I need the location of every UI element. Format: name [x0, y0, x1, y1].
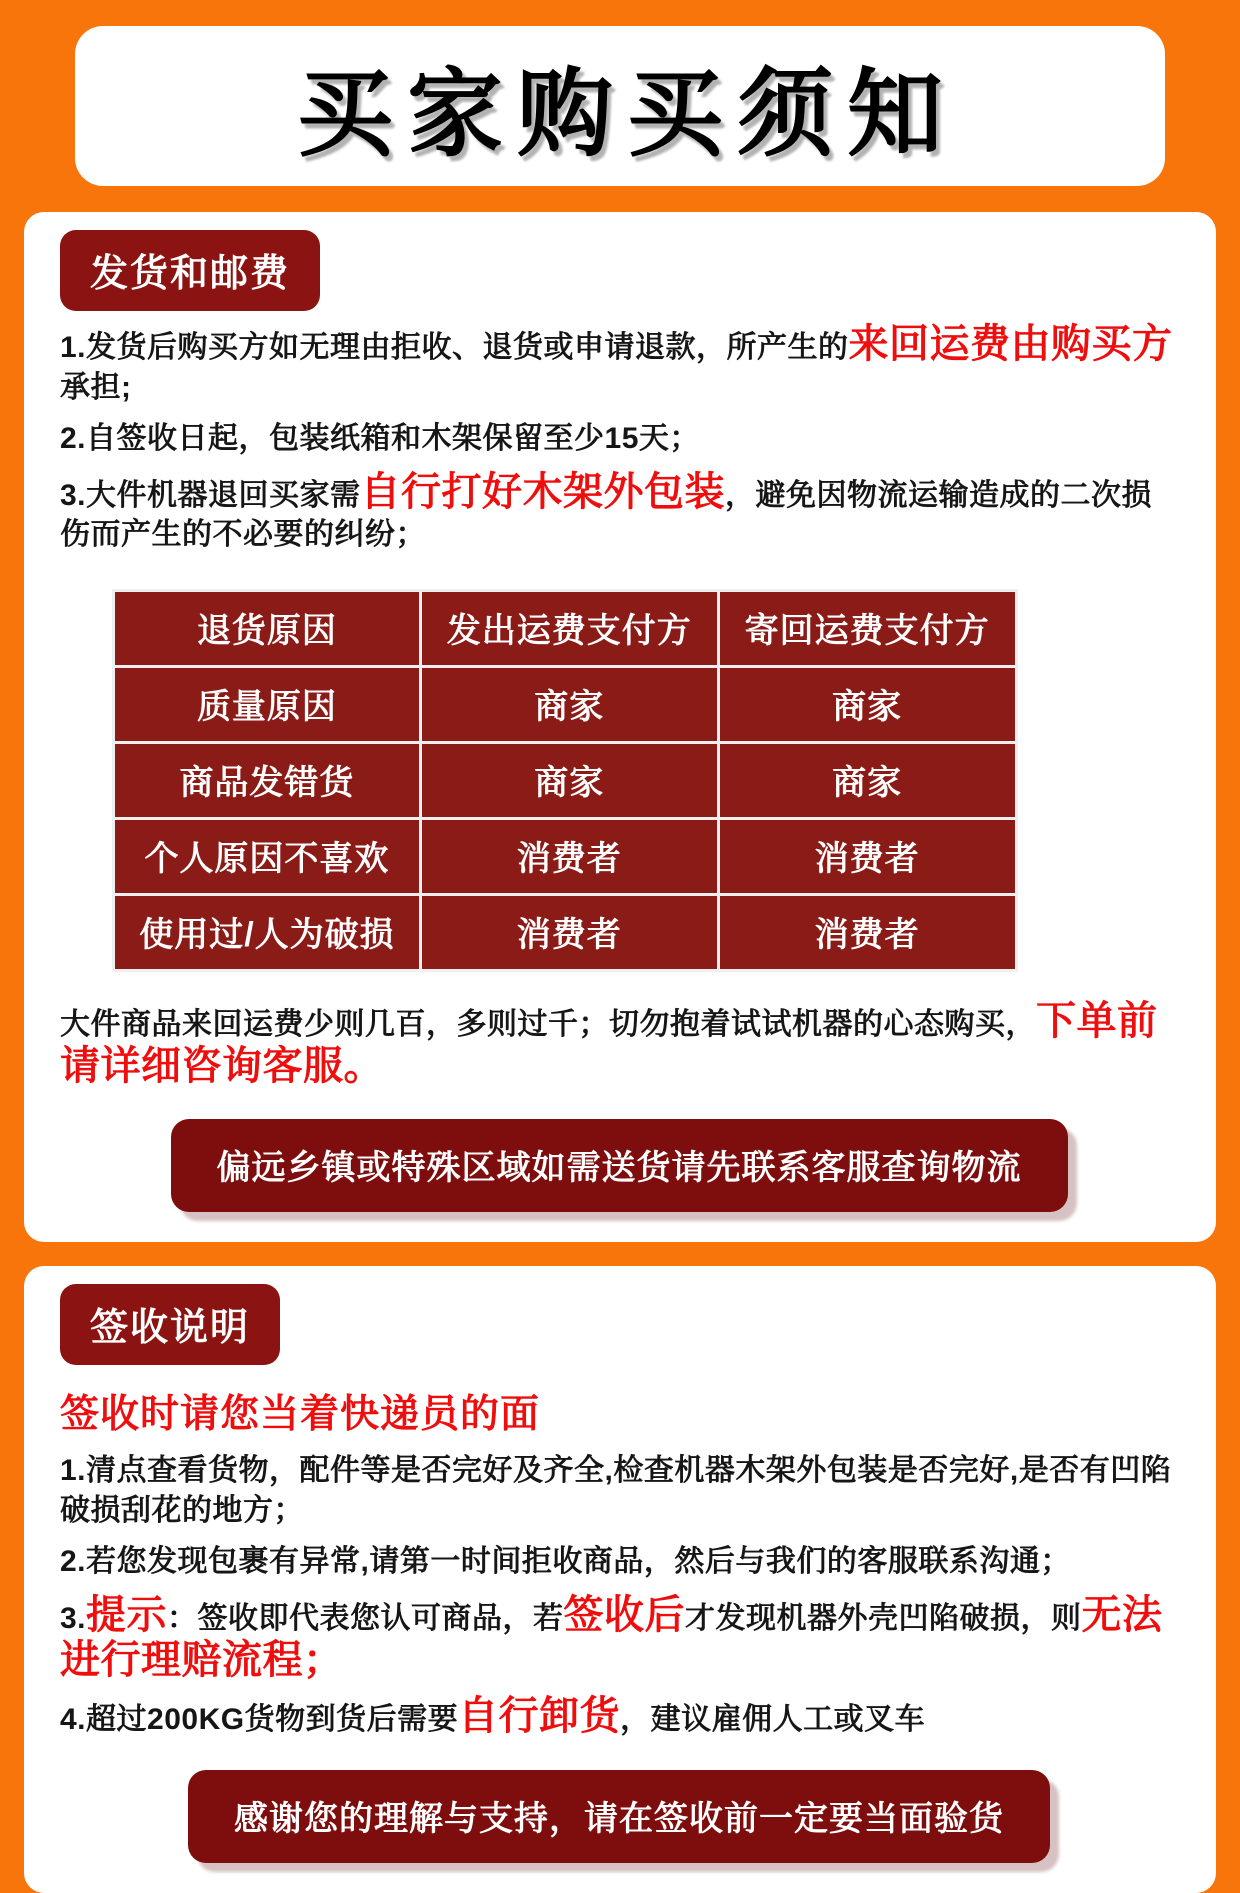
title-panel — [75, 26, 1165, 186]
thanks-banner-row — [60, 1770, 1178, 1863]
remote-area-banner: 偏远乡镇或特殊区域如需送货请先联系客服查询物流 — [171, 1119, 1068, 1212]
shipping-item-3 — [60, 471, 1178, 555]
table-cell: 个人原因不喜欢 — [114, 818, 421, 894]
buyer-notice-page — [0, 26, 1240, 1893]
shipping-item-1-text-b: 承担; — [60, 370, 132, 404]
remote-area-banner-row — [60, 1119, 1178, 1212]
shipping-note-highlight: 下单前请详细咨询客服。 — [60, 998, 1158, 1088]
shipping-item-2: 2.自签收日起，包装纸箱和木架保留至少15天； — [60, 422, 700, 456]
shipping-section — [24, 212, 1216, 1242]
signing-section — [24, 1266, 1216, 1893]
page-title: 买家购买须知 — [297, 60, 957, 168]
table-header-row — [114, 590, 1017, 666]
signing-item-3-text-b: ：签收即代表您认可商品，若 — [167, 1601, 564, 1635]
shipping-item-3-text-a: 3.大件机器退回买家需 — [60, 478, 361, 512]
shipping-note-text: 大件商品来回运费少则几百，多则过千；切勿抱着试试机器的心态购买， — [60, 1007, 1036, 1041]
table-row — [114, 894, 1017, 970]
table-row — [114, 742, 1017, 818]
table-row — [114, 818, 1017, 894]
signing-item-4 — [60, 1695, 1178, 1740]
table-cell: 消费者 — [718, 894, 1016, 970]
table-cell: 商家 — [718, 666, 1016, 742]
signing-badge: 签收说明 — [60, 1284, 280, 1365]
shipping-item-1-text-a: 1.发货后购买方如无理由拒收、退货或申请退款，所产生的 — [60, 331, 849, 364]
table-cell: 商家 — [420, 666, 718, 742]
signing-item-3-text-c: 才发现机器外壳凹陷破损，则 — [685, 1601, 1082, 1635]
signing-item-4-text-a: 4.超过200KG货物到货后需要 — [60, 1703, 459, 1737]
signing-item-3-highlight-a: 提示 — [86, 1592, 168, 1637]
signing-item-2: 2.若您发现包裹有异常,请第一时间拒收商品，然后与我们的客服联系沟通； — [60, 1545, 1071, 1579]
shipping-note — [60, 1000, 1178, 1089]
table-header-return-payer: 寄回运费支付方 — [718, 590, 1016, 666]
thanks-banner: 感谢您的理解与支持，请在签收前一定要当面验货 — [188, 1770, 1050, 1863]
signing-item-1: 1.清点查看货物，配件等是否完好及齐全,检查机器木架外包装是否完好,是否有凹陷破损刮花的地方； — [60, 1454, 1172, 1527]
shipping-item-1-highlight: 来回运费由购买方 — [848, 322, 1173, 366]
table-row — [114, 666, 1017, 742]
table-cell: 使用过/人为破损 — [114, 894, 421, 970]
signing-item-4-text-b: ，建议雇佣人工或叉车 — [620, 1703, 926, 1737]
table-cell: 消费者 — [420, 818, 718, 894]
signing-heading: 签收时请您当着快递员的面 — [60, 1393, 541, 1437]
signing-item-3-highlight-b: 签收后 — [563, 1592, 686, 1637]
signing-item-3 — [60, 1594, 1178, 1683]
signing-item-3-text-a: 3. — [60, 1601, 87, 1635]
signing-item-4-highlight: 自行卸货 — [458, 1694, 621, 1739]
table-header-outbound-payer: 发出运费支付方 — [420, 590, 718, 666]
table-cell: 商品发错货 — [114, 742, 421, 818]
return-fees-table — [112, 589, 1018, 972]
table-header-reason: 退货原因 — [114, 590, 421, 666]
shipping-badge: 发货和邮费 — [60, 230, 320, 311]
shipping-item-3-highlight: 自行打好木架外包装 — [360, 469, 726, 514]
table-cell: 质量原因 — [114, 666, 421, 742]
table-cell: 商家 — [718, 742, 1016, 818]
table-cell: 商家 — [420, 742, 718, 818]
table-cell: 消费者 — [718, 818, 1016, 894]
shipping-item-3-text-b: ，避免因物流运输造成的二次损伤而产生的不必要的纠纷； — [60, 478, 1153, 552]
signing-item-3-highlight-c: 无法进行理赔流程； — [60, 1592, 1163, 1682]
table-cell: 消费者 — [420, 894, 718, 970]
shipping-item-1 — [60, 323, 1178, 407]
